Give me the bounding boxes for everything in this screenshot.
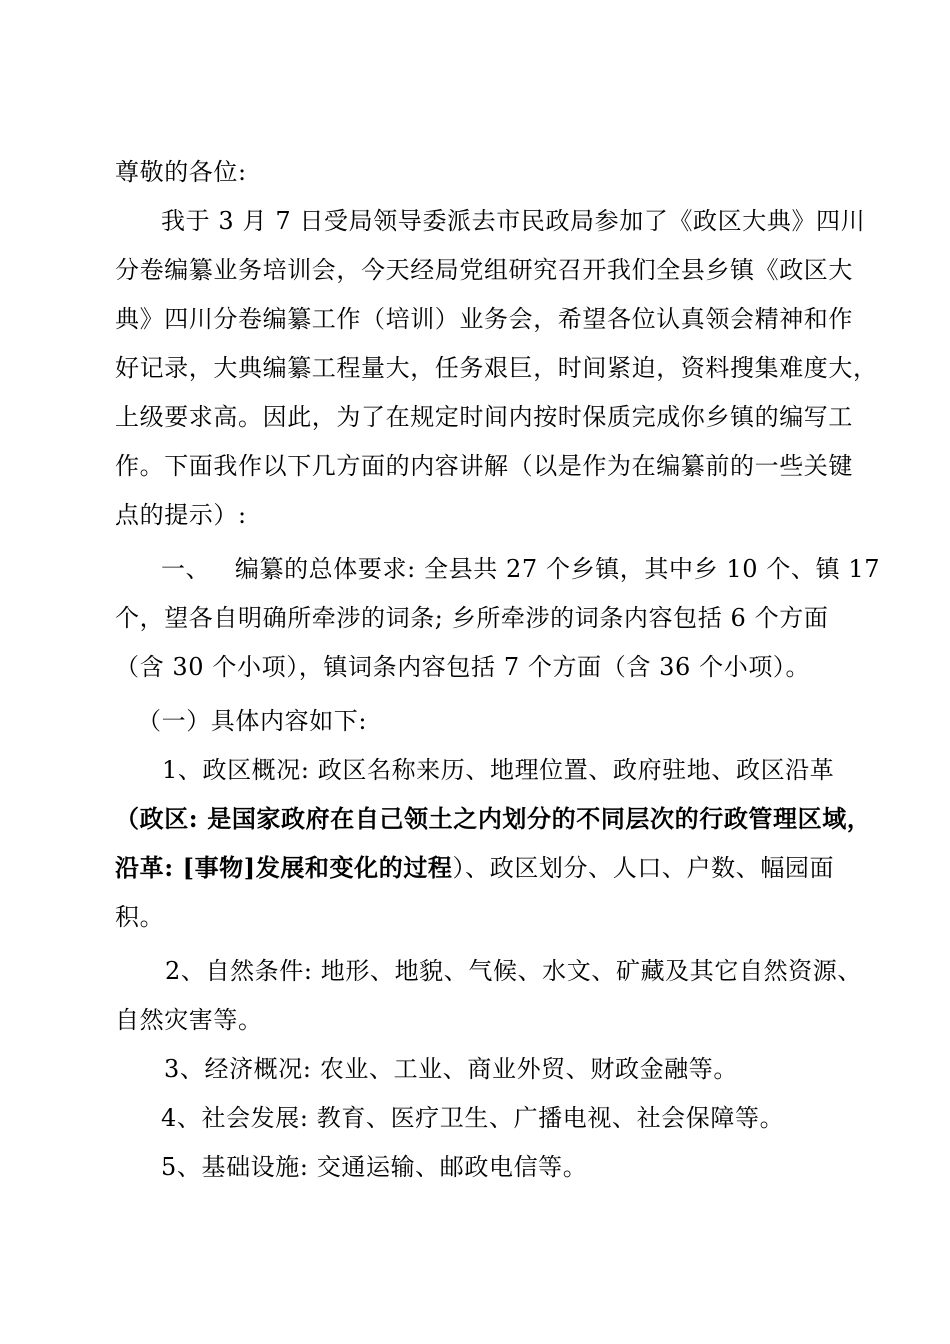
- intro-line: 好记录，大典编纂工程量大，任务艰巨，时间紧迫，资料搜集难度大，: [115, 354, 878, 382]
- intro-line: 分卷编纂业务培训会，今天经局党组研究召开我们全县乡镇《政区大: [115, 256, 853, 284]
- item-3-line: 3、经济概况: 农业、工业、商业外贸、财政金融等。: [164, 1055, 738, 1083]
- intro-line: 典》四川分卷编纂工作（培训）业务会，希望各位认真领会精神和作: [115, 305, 853, 333]
- item-1-text: ）、政区划分、人口、户数、幅园面: [452, 854, 835, 882]
- section-1-line: 一、 编纂的总体要求: 全县共 27 个乡镇，其中乡 10 个、镇 17: [161, 555, 881, 583]
- item-1-bold-definition: 沿革: [事物]发展和变化的过程: [115, 853, 453, 882]
- item-1-line-3: [115, 853, 834, 883]
- intro-line: 作。下面我作以下几方面的内容讲解（以是作为在编纂前的一些关键: [115, 452, 853, 480]
- item-1-line: 1、政区概况: 政区名称来历、地理位置、政府驻地、政区沿革: [162, 756, 835, 784]
- item-4-line: 4、社会发展: 教育、医疗卫生、广播电视、社会保障等。: [161, 1104, 785, 1132]
- intro-line: 点的提示）:: [115, 501, 247, 529]
- item-2-line: 自然灾害等。: [115, 1006, 263, 1034]
- item-2-line: 2、自然条件: 地形、地貌、气候、水文、矿藏及其它自然资源、: [165, 957, 862, 985]
- item-1-line: 积。: [115, 903, 165, 931]
- item-5-line: 5、基础设施: 交通运输、邮政电信等。: [161, 1153, 588, 1181]
- greeting: 尊敬的各位:: [115, 158, 247, 186]
- intro-line: 上级要求高。因此，为了在规定时间内按时保质完成你乡镇的编写工: [115, 403, 853, 431]
- intro-line: 我于 3 月 7 日受局领导委派去市民政局参加了《政区大典》四川: [161, 207, 866, 235]
- section-1-line: （含 30 个小项），镇词条内容包括 7 个方面（含 36 个小项）。: [115, 653, 811, 681]
- subsection-title: （一）具体内容如下:: [137, 707, 368, 735]
- item-1-bold-definition: （政区: 是国家政府在自己领土之内划分的不同层次的行政管理区域，: [115, 804, 872, 833]
- section-1-line: 个，望各自明确所牵涉的词条; 乡所牵涉的词条内容包括 6 个方面: [115, 604, 829, 632]
